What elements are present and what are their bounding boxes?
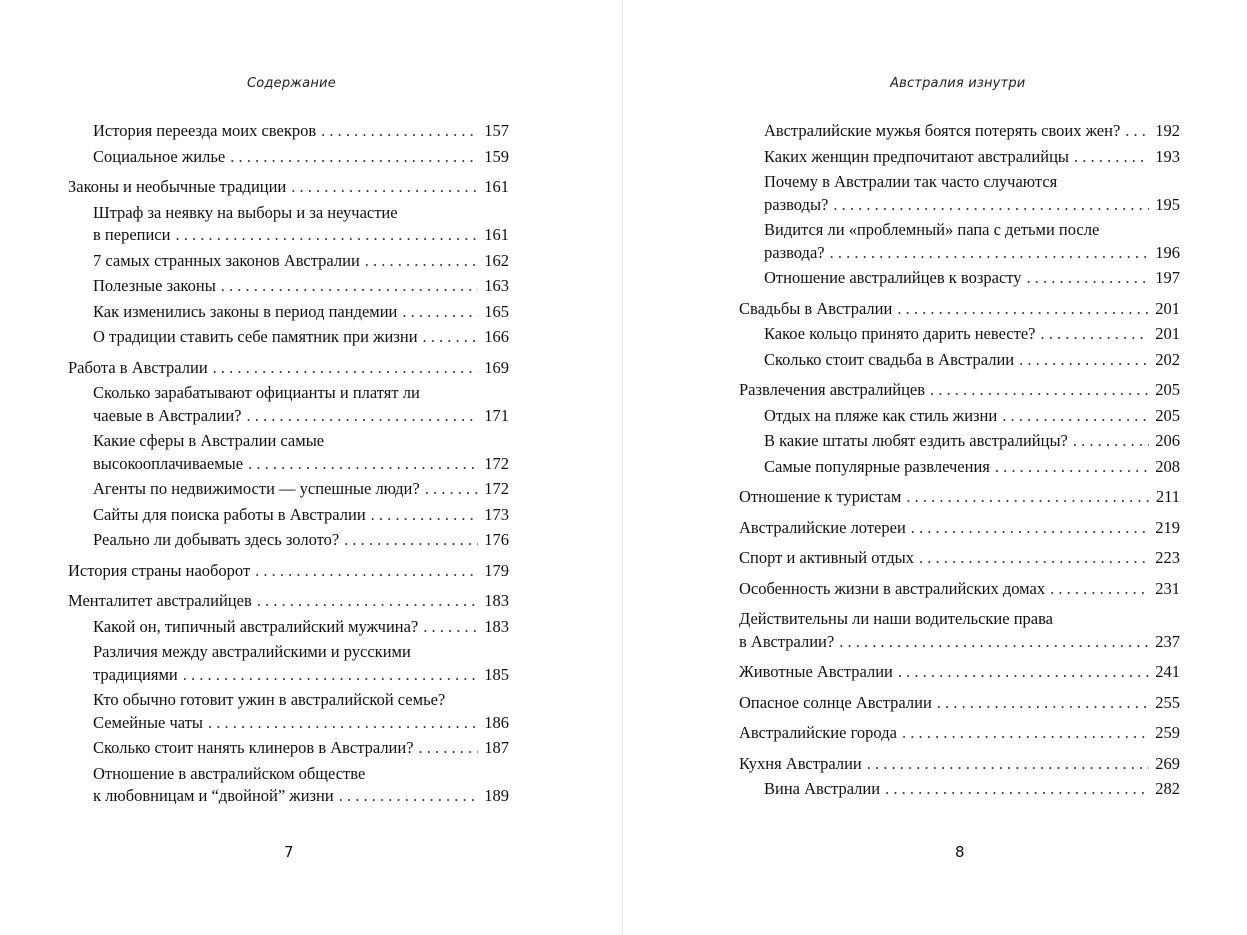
- toc-page-number: 187: [484, 738, 509, 757]
- toc-entry-title-line: Видится ли «проблемный» папа с детьми после: [764, 220, 1100, 239]
- dot-leader: [371, 504, 479, 527]
- dot-leader: [1050, 578, 1149, 601]
- toc-chapter: [739, 547, 1180, 570]
- toc-page-number: 185: [484, 664, 509, 684]
- dot-leader: [995, 456, 1149, 479]
- running-head: Австралия изнутри: [890, 76, 1026, 91]
- toc-entry-title-line: Отношение в австралийском обществе: [93, 763, 366, 783]
- toc-section: [68, 301, 509, 324]
- toc-entry-title: традициями: [93, 664, 178, 684]
- toc-entry-title: Отдых на пляже как стиль жизни: [764, 405, 998, 425]
- toc-section: [68, 382, 509, 427]
- toc-section: [739, 120, 1180, 143]
- toc-page-number: 179: [484, 560, 509, 580]
- toc-chapter: [739, 517, 1180, 540]
- toc-entry-title: Агенты по недвижимости — успешные люди?: [93, 479, 420, 498]
- toc-chapter: [739, 722, 1180, 745]
- toc-entry-title-line: Какие сферы в Австралии самые: [93, 431, 325, 450]
- toc-page-number: 169: [484, 357, 509, 377]
- toc-page-number: 205: [1155, 380, 1180, 399]
- toc-page-number: 165: [484, 301, 509, 321]
- toc-entry-title: Какой он, типичный австралийский мужчина?: [93, 616, 419, 636]
- toc-entry-title: Как изменились законы в период пандемии: [93, 301, 398, 321]
- toc-section: [68, 529, 509, 552]
- toc-page-number: 161: [484, 177, 509, 196]
- toc-page-number: 208: [1155, 456, 1180, 476]
- toc-section: [68, 616, 509, 639]
- toc-page-number: 237: [1155, 631, 1180, 651]
- toc-entry-title: Реально ли добывать здесь золото?: [93, 530, 340, 549]
- dot-leader: [930, 379, 1149, 402]
- toc-page-number: 189: [484, 786, 509, 805]
- toc-entry-title: Законы и необычные традиции: [68, 177, 287, 196]
- toc-section: [68, 737, 509, 760]
- toc-page-number: 173: [484, 504, 509, 524]
- dot-leader: [213, 357, 479, 380]
- toc-chapter: [739, 608, 1180, 653]
- toc-entry-title: Кухня Австралии: [739, 753, 862, 773]
- toc-section: [68, 250, 509, 273]
- toc-page-number: 193: [1155, 146, 1180, 166]
- toc-entry-title: Австралийские города: [739, 723, 897, 742]
- toc-page-number: 282: [1155, 779, 1180, 798]
- table-of-contents: [739, 120, 1180, 804]
- toc-page-number: 172: [484, 479, 509, 498]
- toc-section: [68, 478, 509, 501]
- toc-section: [739, 430, 1180, 453]
- dot-leader: [257, 590, 479, 613]
- toc-section: [68, 146, 509, 169]
- dot-leader: [248, 453, 478, 476]
- toc-entry-title-line: Действительны ли наши водительские права: [739, 609, 1053, 628]
- dot-leader: [339, 785, 479, 808]
- toc-section: [739, 171, 1180, 216]
- dot-leader: [1041, 323, 1150, 346]
- dot-leader: [833, 194, 1149, 217]
- toc-chapter: [68, 560, 509, 583]
- toc-entry-title: Какое кольцо принято дарить невесте?: [764, 324, 1036, 343]
- dot-leader: [175, 224, 478, 247]
- toc-entry-title: Менталитет австралийцев: [68, 591, 252, 610]
- toc-entry-title: Социальное жилье: [93, 146, 226, 166]
- toc-section: [68, 326, 509, 349]
- toc-section: [739, 456, 1180, 479]
- running-head: Содержание: [247, 76, 336, 91]
- toc-page-number: 219: [1155, 517, 1180, 537]
- toc-entry-title: в Австралии?: [739, 631, 835, 651]
- toc-entry-title: Отношение австралийцев к возрасту: [764, 268, 1022, 287]
- toc-entry-title: в переписи: [93, 225, 171, 244]
- dot-leader: [255, 560, 478, 583]
- toc-entry-title: высокооплачиваемые: [93, 453, 244, 473]
- dot-leader: [344, 529, 478, 552]
- dot-leader: [423, 326, 479, 349]
- toc-page-number: 161: [484, 225, 509, 244]
- toc-page-number: 159: [484, 146, 509, 166]
- page-number: 7: [284, 843, 294, 861]
- dot-leader: [839, 631, 1149, 654]
- dot-leader: [1027, 267, 1150, 290]
- toc-chapter: [739, 486, 1180, 509]
- dot-leader: [897, 298, 1149, 321]
- toc-entry-title: История переезда моих свекров: [93, 121, 317, 140]
- dot-leader: [321, 120, 478, 143]
- toc-entry-title-line: Штраф за неявку на выборы и за неучастие: [93, 202, 398, 222]
- toc-section: [68, 504, 509, 527]
- dot-leader: [208, 712, 478, 735]
- toc-entry-title: История страны наоборот: [68, 560, 251, 580]
- toc-chapter: [68, 176, 509, 199]
- toc-section: [739, 405, 1180, 428]
- toc-section: [68, 689, 509, 734]
- toc-section: [739, 267, 1180, 290]
- toc-entry-title: Опасное солнце Австралии: [739, 692, 932, 712]
- toc-page-number: 241: [1155, 662, 1180, 681]
- toc-page-number: 201: [1155, 298, 1180, 318]
- toc-entry-title: Отношение к туристам: [739, 487, 902, 506]
- toc-chapter: [739, 578, 1180, 601]
- toc-section: [68, 641, 509, 686]
- dot-leader: [937, 692, 1149, 715]
- toc-page-number: 176: [484, 530, 509, 549]
- toc-page-number: 186: [484, 712, 509, 732]
- toc-entry-title-line: Различия между австралийскими и русскими: [93, 642, 411, 661]
- dot-leader: [898, 661, 1149, 684]
- toc-entry-title: Австралийские мужья боятся потерять своих жен?: [764, 121, 1121, 140]
- toc-page-number: 223: [1155, 548, 1180, 567]
- toc-entry-title: Сколько стоит свадьба в Австралии: [764, 349, 1015, 369]
- toc-page-number: 205: [1155, 405, 1180, 425]
- toc-entry-title: Животные Австралии: [739, 662, 893, 681]
- toc-entry-title-line: Сколько зарабатывают официанты и платят ли: [93, 383, 420, 402]
- toc-entry-title: Сайты для поиска работы в Австралии: [93, 504, 366, 524]
- dot-leader: [902, 722, 1149, 745]
- dot-leader: [230, 146, 478, 169]
- toc-page-number: 172: [484, 453, 509, 473]
- dot-leader: [885, 778, 1149, 801]
- dot-leader: [419, 737, 479, 760]
- dot-leader: [911, 517, 1149, 540]
- dot-leader: [830, 242, 1150, 265]
- toc-page-number: 163: [484, 276, 509, 295]
- toc-entry-title: Свадьбы в Австралии: [739, 298, 893, 318]
- dot-leader: [906, 486, 1150, 509]
- toc-entry-title: Особенность жизни в австралийских домах: [739, 578, 1046, 598]
- toc-section: [68, 202, 509, 247]
- toc-entry-title-line: Кто обычно готовит ужин в австралийской семье?: [93, 690, 446, 709]
- dot-leader: [919, 547, 1149, 570]
- toc-page-number: 202: [1155, 349, 1180, 369]
- toc-entry-title: 7 самых странных законов Австралии: [93, 250, 360, 270]
- dot-leader: [867, 753, 1149, 776]
- toc-section: [739, 219, 1180, 264]
- toc-page-number: 171: [484, 405, 509, 425]
- toc-page-number: 197: [1155, 268, 1180, 287]
- toc-section: [68, 120, 509, 143]
- toc-entry-title: чаевые в Австралии?: [93, 405, 242, 425]
- dot-leader: [423, 616, 478, 639]
- toc-section: [739, 778, 1180, 801]
- table-of-contents: [68, 120, 509, 811]
- dot-leader: [246, 405, 478, 428]
- toc-entry-title: развода?: [764, 242, 825, 262]
- dot-leader: [402, 301, 478, 324]
- toc-section: [739, 323, 1180, 346]
- toc-entry-title: Австралийские лотереи: [739, 517, 906, 537]
- toc-entry-title: Каких женщин предпочитают австралийцы: [764, 146, 1069, 166]
- toc-page-number: 255: [1155, 692, 1180, 712]
- toc-page-number: 183: [484, 616, 509, 636]
- toc-section: [739, 146, 1180, 169]
- dot-leader: [183, 664, 479, 687]
- toc-page-number: 259: [1155, 723, 1180, 742]
- toc-entry-title: О традиции ставить себе памятник при жизни: [93, 327, 418, 346]
- toc-chapter: [739, 379, 1180, 402]
- dot-leader: [425, 478, 479, 501]
- dot-leader: [1019, 349, 1149, 372]
- dot-leader: [365, 250, 478, 273]
- dot-leader: [1002, 405, 1149, 428]
- toc-page-number: 206: [1155, 431, 1180, 450]
- toc-entry-title: Самые популярные развлечения: [764, 456, 990, 476]
- left-page: [0, 0, 622, 935]
- dot-leader: [291, 176, 478, 199]
- toc-page-number: 211: [1155, 487, 1180, 506]
- page-number: 8: [955, 843, 965, 861]
- toc-chapter: [739, 753, 1180, 776]
- toc-section: [68, 430, 509, 475]
- toc-section: [68, 275, 509, 298]
- toc-page-number: 157: [484, 121, 509, 140]
- toc-entry-title: Сколько стоит нанять клинеров в Австралии?: [93, 738, 414, 757]
- toc-page-number: 195: [1155, 194, 1180, 214]
- toc-section: [68, 763, 509, 808]
- dot-leader: [1074, 146, 1149, 169]
- toc-chapter: [739, 661, 1180, 684]
- toc-entry-title-line: Почему в Австралии так часто случаются: [764, 172, 1058, 191]
- dot-leader: [1125, 120, 1149, 143]
- toc-entry-title: Спорт и активный отдых: [739, 548, 914, 567]
- dot-leader: [1073, 430, 1149, 453]
- toc-entry-title: В какие штаты любят ездить австралийцы?: [764, 431, 1068, 450]
- right-page: [623, 0, 1247, 935]
- toc-chapter: [739, 692, 1180, 715]
- toc-page-number: 269: [1155, 753, 1180, 773]
- toc-page-number: 183: [484, 591, 509, 610]
- toc-entry-title: к любовницам и “двойной” жизни: [93, 786, 334, 805]
- dot-leader: [221, 275, 478, 298]
- toc-page-number: 192: [1155, 121, 1180, 140]
- toc-page-number: 166: [484, 327, 509, 346]
- toc-page-number: 162: [484, 250, 509, 270]
- toc-chapter: [68, 590, 509, 613]
- toc-section: [739, 349, 1180, 372]
- toc-chapter: [739, 298, 1180, 321]
- toc-entry-title: Полезные законы: [93, 276, 216, 295]
- toc-page-number: 201: [1155, 324, 1180, 343]
- toc-page-number: 231: [1155, 578, 1180, 598]
- toc-entry-title: Работа в Австралии: [68, 357, 208, 377]
- toc-entry-title: Развлечения австралийцев: [739, 380, 926, 399]
- toc-chapter: [68, 357, 509, 380]
- toc-entry-title: Семейные чаты: [93, 712, 203, 732]
- toc-entry-title: Вина Австралии: [764, 779, 881, 798]
- toc-entry-title: разводы?: [764, 194, 829, 214]
- toc-page-number: 196: [1155, 242, 1180, 262]
